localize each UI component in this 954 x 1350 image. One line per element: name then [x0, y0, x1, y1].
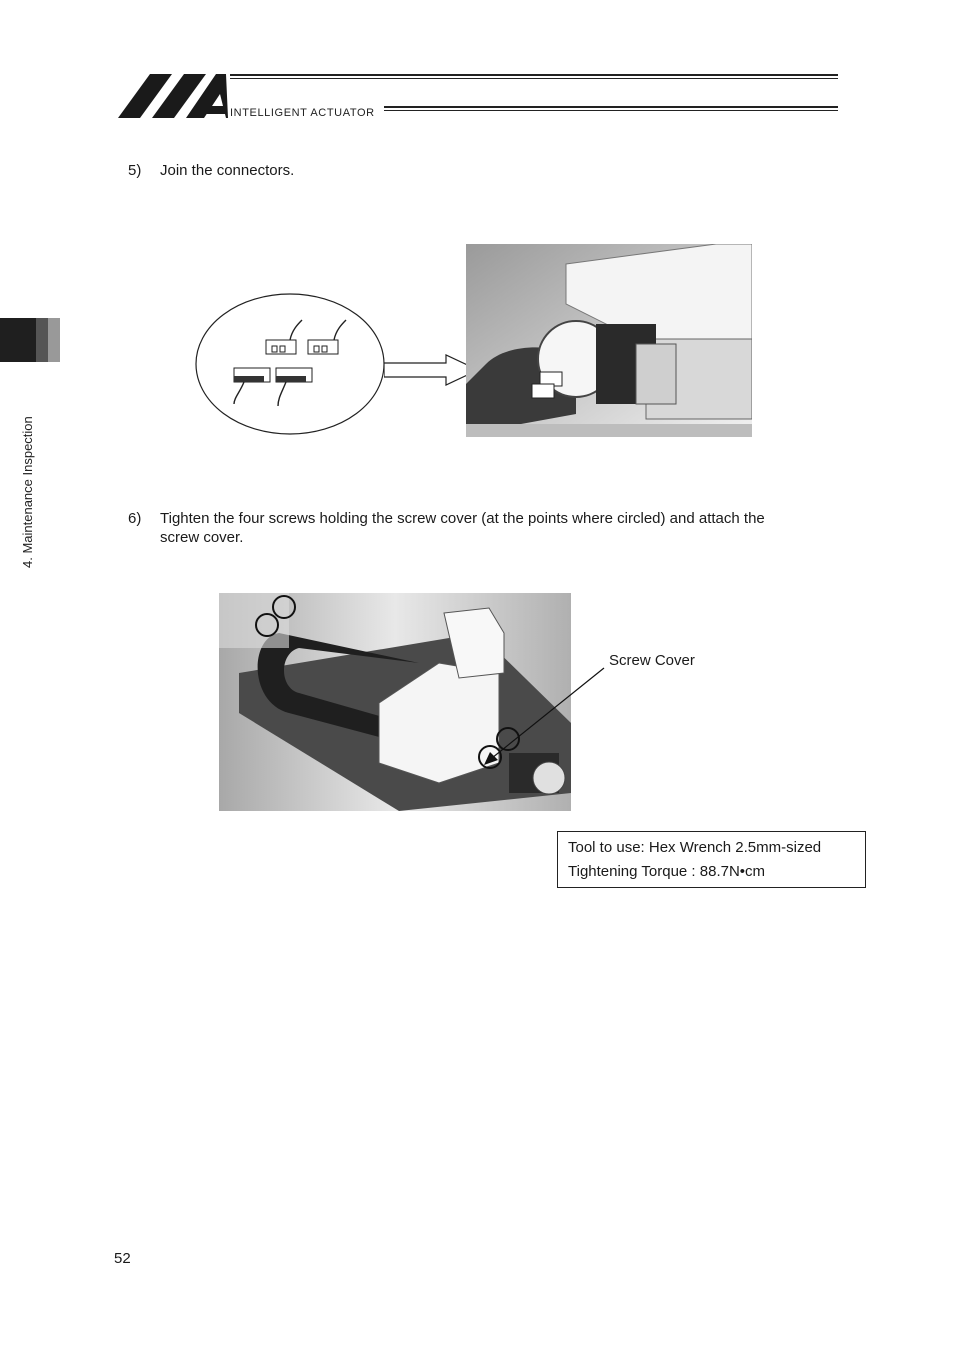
- tool-info-box: [557, 831, 866, 888]
- header-rule-bottom-thin: [384, 110, 838, 111]
- header-rule-top: [230, 74, 838, 76]
- step-5: [128, 161, 828, 181]
- step-number: 6): [128, 510, 142, 527]
- page-number: 52: [114, 1250, 131, 1267]
- header-rule-top-thin: [230, 78, 838, 79]
- chapter-label: 4. Maintenance Inspection: [20, 416, 35, 568]
- step-6: [128, 509, 848, 549]
- motor-connector-photo: [466, 244, 752, 437]
- step-number: 5): [128, 162, 142, 179]
- step-text: Join the connectors.: [160, 162, 295, 179]
- step-text-line1: Tighten the four screws holding the screw cover (at the points where circled) and attach the: [160, 510, 765, 527]
- screw-cover-label: Screw Cover: [609, 652, 695, 669]
- header-rule-bottom: [384, 106, 838, 108]
- chapter-tab: [0, 318, 60, 362]
- step-text-line2: screw cover.: [160, 529, 244, 546]
- connector-zoom-illustration: [194, 292, 390, 436]
- torque-line: Tightening Torque : 88.7N•cm: [568, 863, 766, 880]
- tool-line: Tool to use: Hex Wrench 2.5mm-sized: [568, 839, 822, 856]
- callout-leader-line: [480, 666, 606, 768]
- brand-text: INTELLIGENT ACTUATOR: [230, 107, 375, 119]
